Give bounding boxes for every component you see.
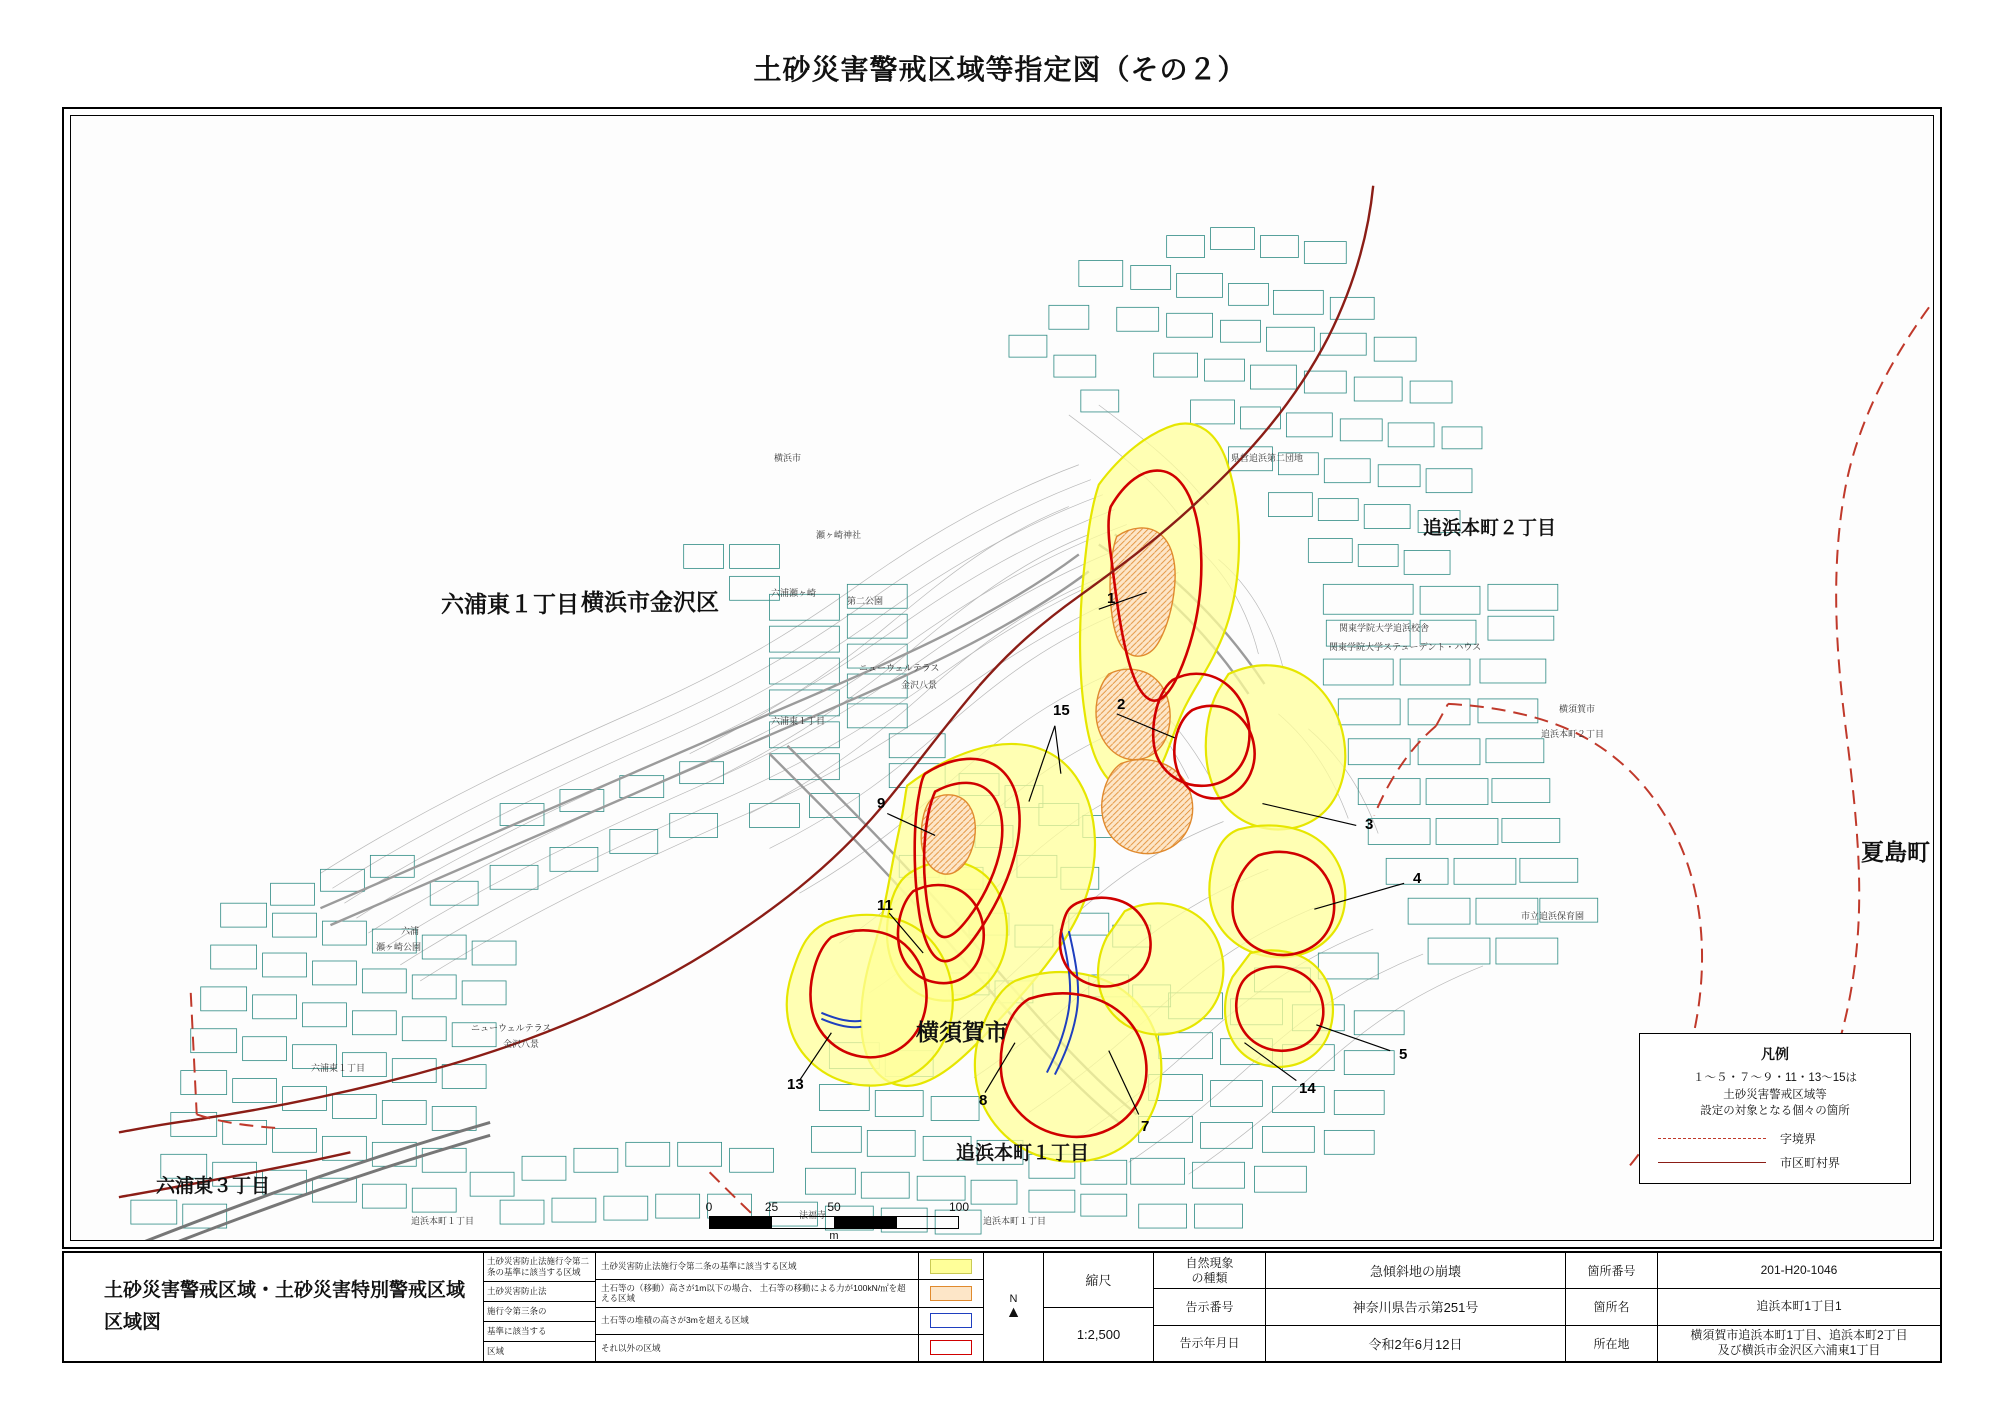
special-zone-orange-swatch [930, 1286, 972, 1301]
attribute-label-2: 箇所番号 [1566, 1253, 1658, 1288]
special-zone-blue-swatch [930, 1313, 972, 1328]
callout-number: 3 [1365, 816, 1374, 833]
attribute-value-2: 201-H20-1046 [1760, 1262, 1838, 1277]
place-label: 六浦東１丁目 [441, 591, 579, 617]
attribute-label: 告示年月日 [1154, 1326, 1266, 1361]
callout-number: 4 [1413, 870, 1422, 887]
legend-item-block-boundary [1648, 1130, 1902, 1147]
place-label: 法福寺 [799, 1210, 827, 1220]
map-title-line1: 土砂災害警戒区域・土砂災害特別警戒区域 [104, 1279, 466, 1301]
zone-class-description: 土石等の堆積の高さが3mを超える区域 [596, 1308, 918, 1335]
attribute-value-2: 横須賀市追浜本町1丁目、追浜本町2丁目 及び横浜市金沢区六浦東1丁目 [1690, 1327, 1908, 1358]
map-frame [62, 107, 1942, 1249]
callout-number: 15 [1053, 702, 1070, 719]
attribute-label-2: 所在地 [1566, 1326, 1658, 1361]
swatch-row [919, 1253, 983, 1280]
attribute-label: 告示番号 [1154, 1289, 1266, 1324]
warning-zone-swatch [930, 1259, 972, 1274]
map-info-table [62, 1251, 1942, 1363]
callout-number: 7 [1141, 1118, 1150, 1135]
place-label: 横浜市 [774, 453, 802, 463]
attribute-row [1154, 1326, 1940, 1361]
attribute-row [1154, 1289, 1940, 1325]
zone-class-left-label: 区域 [487, 1346, 505, 1357]
place-label: 瀬ヶ崎公園 [376, 942, 422, 952]
scale-tick: 50 [827, 1200, 841, 1214]
scale-value: 1:2,500 [1076, 1326, 1121, 1342]
place-label: 追浜本町２丁目 [1541, 729, 1605, 739]
callout-number: 1 [1107, 590, 1116, 607]
zone-class-description: それ以外の区域 [601, 1342, 661, 1353]
place-label: 追浜本町１丁目 [956, 1143, 1090, 1164]
attribute-row [1154, 1253, 1940, 1289]
attribute-value-2: 追浜本町1丁目1 [1756, 1299, 1842, 1314]
place-label: 金沢八景 [901, 680, 938, 690]
callout-number: 8 [979, 1092, 988, 1109]
zone-class-left-label: 施行令第三条の [484, 1302, 595, 1322]
scale-bar-ticks [705, 1200, 970, 1216]
north-arrow-icon: ▲ [1005, 1304, 1022, 1321]
attribute-value: 神奈川県告示第251号 [1266, 1289, 1566, 1324]
legend-description-line: 設定の対象となる個々の箇所 [1700, 1105, 1850, 1118]
place-label: 追浜本町１丁目 [983, 1216, 1047, 1226]
zone-class-left-label: 基準に該当する [484, 1322, 595, 1342]
place-label: 県営追浜第二団地 [1231, 453, 1304, 463]
callout-number: 2 [1117, 696, 1126, 713]
place-label: 市立追浜保育園 [1521, 911, 1585, 921]
place-label: 六浦東１丁目 [311, 1063, 366, 1073]
swatch-row [919, 1280, 983, 1307]
legend-item-city-boundary [1648, 1154, 1902, 1171]
legend-description-line: １～５・７～９・11・13～15は [1692, 1071, 1858, 1084]
zone-class-descriptions [596, 1253, 919, 1361]
scale-cell [1044, 1253, 1154, 1361]
swatch-row [919, 1335, 983, 1361]
scale-label: 縮尺 [1044, 1253, 1153, 1308]
attribute-label: 自然現象 の種類 [1154, 1253, 1266, 1288]
attribute-value: 令和2年6月12日 [1266, 1326, 1566, 1361]
map-title-cell [64, 1253, 484, 1361]
legend-description [1648, 1070, 1902, 1120]
zone-class-description: 土石等の（移動）高さが1m以下の場合、 土石等の移動による力が100kN/㎡を超える区域 [596, 1280, 918, 1307]
legend-description-line: 土砂災害警戒区域等 [1723, 1088, 1827, 1101]
place-label: ニューウェルテラス [859, 663, 940, 673]
place-label: 関東学院大学ステューデント・ハウス [1329, 642, 1482, 652]
special-zone-red-swatch [930, 1340, 972, 1355]
page-title: 土砂災害警戒区域等指定図（その２） [753, 54, 1247, 85]
attribute-rows [1154, 1253, 1940, 1361]
scale-tick: 100 [948, 1200, 970, 1214]
north-label: N [1009, 1293, 1018, 1305]
callout-number: 5 [1399, 1046, 1408, 1063]
callout-number: 11 [877, 897, 893, 914]
zone-class-swatches [919, 1253, 983, 1361]
map-viewport[interactable] [70, 115, 1934, 1241]
map-title-line2: 区域図 [104, 1312, 162, 1333]
scale-bar [705, 1200, 970, 1241]
place-label: 瀬ヶ崎神社 [816, 530, 862, 540]
place-label: 追浜本町１丁目 [411, 1216, 475, 1226]
callout-number: 14 [1299, 1080, 1316, 1097]
legend-title: 凡例 [1761, 1045, 1789, 1062]
scale-bar-graphic [709, 1216, 959, 1229]
place-label: 第二公園 [847, 596, 884, 606]
attribute-value: 急傾斜地の崩壊 [1266, 1253, 1566, 1288]
place-label: 六浦東１丁目 [771, 716, 826, 726]
place-label: 六浦瀬ヶ崎 [771, 588, 817, 598]
zone-class-left-labels [484, 1253, 596, 1361]
place-label: 横須賀市 [1559, 704, 1596, 714]
zone-class-left-label: 土砂災害防止法施行令第二条の基準に該当する区域 [484, 1253, 595, 1282]
place-label: 六浦 [401, 926, 420, 936]
scale-unit: m [829, 1230, 839, 1241]
zone-class-left-label: 土砂災害防止法 [484, 1282, 595, 1302]
scale-tick: 25 [764, 1200, 779, 1214]
place-label: 追浜本町２丁目 [1423, 518, 1557, 539]
callout-number: 13 [787, 1076, 804, 1093]
place-label: 夏島町 [1861, 839, 1930, 865]
legend-item-label: 市区町村界 [1780, 1156, 1841, 1170]
solid-line-icon [1658, 1157, 1766, 1169]
north-arrow-cell [984, 1253, 1044, 1361]
legend-box [1639, 1033, 1911, 1184]
place-label: 六浦東３丁目 [156, 1176, 271, 1197]
zone-class-description: 土砂災害防止法施行令第二条の基準に該当する区域 [596, 1253, 918, 1280]
place-label: 金沢八景 [503, 1039, 540, 1049]
legend-item-label: 字境界 [1780, 1132, 1817, 1146]
place-label: 横浜市金沢区 [581, 589, 719, 615]
attribute-label-2: 箇所名 [1566, 1289, 1658, 1324]
dashed-line-icon [1658, 1133, 1766, 1145]
place-label: 関東学院大学追浜校舎 [1339, 623, 1430, 633]
swatch-row [919, 1308, 983, 1335]
place-label: 横須賀市 [916, 1019, 1008, 1045]
scale-tick: 0 [705, 1200, 713, 1214]
place-label: ニューウェルテラス [471, 1023, 552, 1033]
callout-number: 9 [877, 795, 886, 812]
zone-classification-cell [484, 1253, 984, 1361]
